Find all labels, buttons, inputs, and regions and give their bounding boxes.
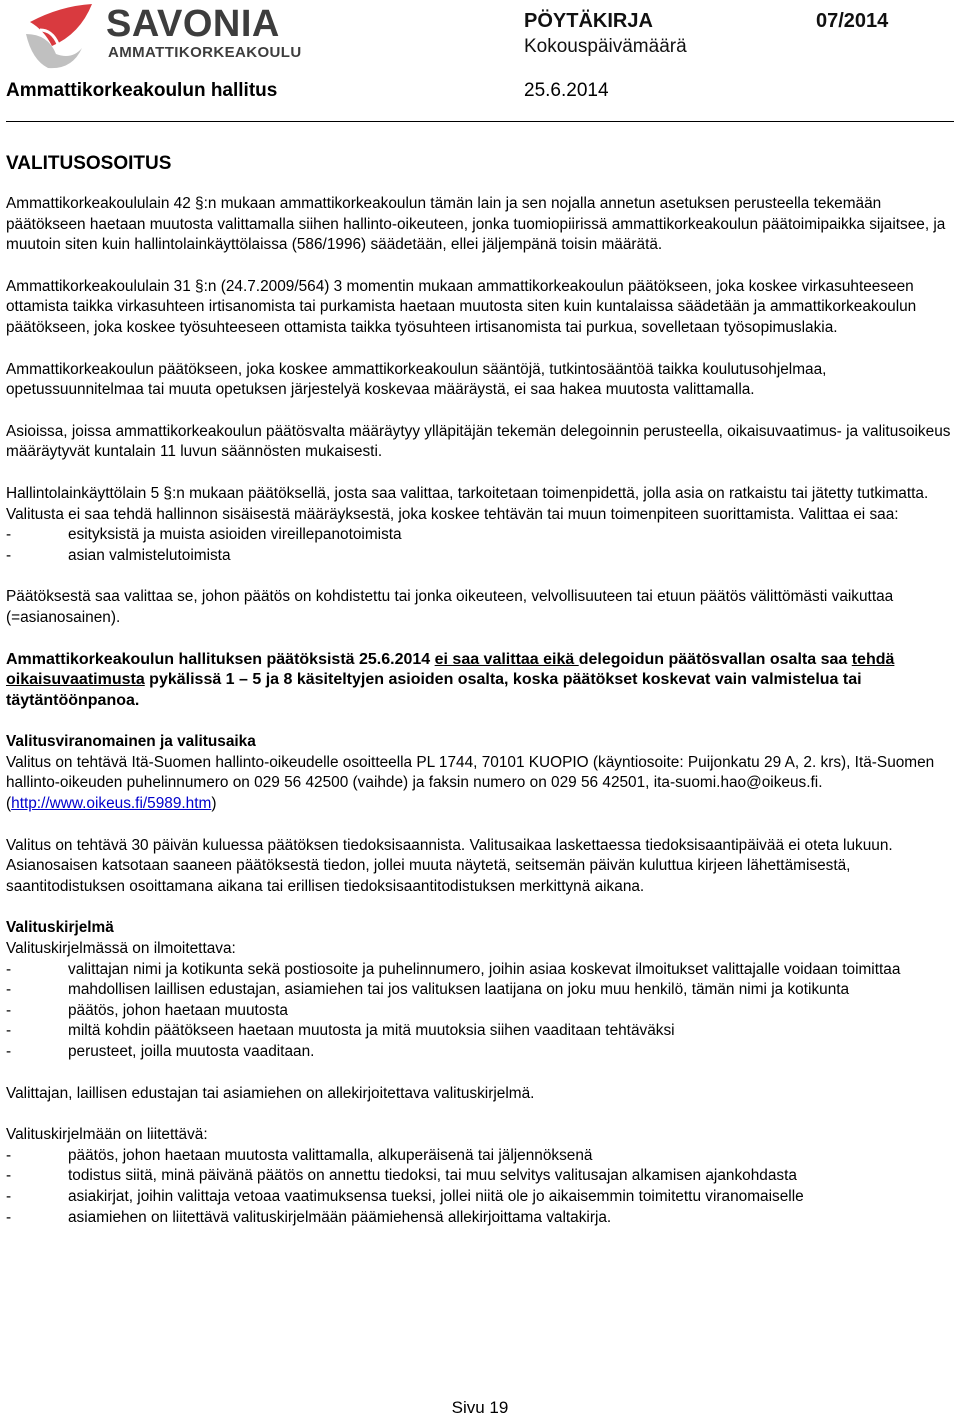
document-body	[6, 152, 956, 1249]
list-item: - päätös, johon haetaan muutosta	[6, 1001, 288, 1019]
paragraph-must-state: Valituskirjelmässä on ilmoitettava:	[6, 940, 236, 958]
exclusion-list	[6, 525, 956, 566]
savonia-emblem-icon	[22, 0, 98, 72]
list-item: - asiakirjat, joihin valittaja vetoaa vaatimuksensa tueksi, jollei niitä ole jo aikaisemmin toimitettu viranomaiselle	[6, 1187, 804, 1205]
list-item: - päätös, johon haetaan muutosta valittamalla, alkuperäisenä tai jäljennöksenä	[6, 1146, 593, 1164]
list-item: - esityksistä ja muista asioiden vireillepanotoimista	[6, 526, 402, 544]
paragraph-admin-law-5: Hallintolainkäyttölain 5 §:n mukaan päätöksellä, josta saa valittaa, tarkoitetaan toimenpidettä, jolla asia on ratkaistu tai jätetty tutkimatta. Valitusta ei saa tehdä hallinnon sisäisestä määräyksestä, joka koskee tehtävän tai muun toimenpiteen suorittamista. Valittaa ei saa:	[6, 484, 929, 523]
logo-subtitle: AMMATTIKORKEAKOULU	[108, 44, 302, 61]
meeting-date-label: Kokouspäivämäärä	[524, 36, 687, 57]
paragraph-law-42: Ammattikorkeakoululain 42 §:n mukaan ammattikorkeakoulun tämän lain ja sen nojalla annetun asetuksen perusteella tekemään päätökseen haetaan muutosta valittamalla siihen hallinto-oikeuteen, jonka tuomiopiirissä ammattikorkeakoulun päätoimipaikka sijaitsee, ja muutoin siten kuin hallintolainkäyttölaissa (586/1996) säädetään, ellei jäljempänä toisin määrätä.	[6, 195, 946, 254]
list-item: - valittajan nimi ja kotikunta sekä postiosoite ja puhelinnumero, joihin asiaa koskevat ilmoitukset valittajalle voidaan toimittaa	[6, 960, 901, 978]
paragraph-authority: Valitus on tehtävä Itä-Suomen hallinto-oikeudelle osoitteella PL 1744, 70101 KUOPIO (käyntiosoite: Puijonkatu 29 A, 2. krs), Itä-Suomen hallinto-oikeuden puhelinnumero on 029 56 42500 (vaihde) ja faksin numero on 029 56 42501, ita-suomi.hao@oikeus.fi. (http://www.oikeus.fi/5989.htm)	[6, 753, 935, 813]
oikeus-link[interactable]: http://www.oikeus.fi/5989.htm	[11, 795, 212, 813]
board-name: Ammattikorkeakoulun hallitus	[6, 80, 278, 101]
paragraph-party: Päätöksestä saa valittaa se, johon päätös on kohdistettu tai jonka oikeuteen, velvollisuuteen tai etuun päätös välittömästi vaikuttaa (=asianosainen).	[6, 588, 894, 626]
paragraph-attachments: Valituskirjelmään on liitettävä:	[6, 1126, 208, 1144]
list-item: - mahdollisen laillisen edustajan, asiamiehen tai jos valituksen laatijana on joku muu henkilö, tämän nimi ja kotikunta	[6, 981, 850, 999]
meeting-date: 25.6.2014	[524, 80, 609, 101]
savonia-logo	[22, 0, 302, 72]
decision-statement: Ammattikorkeakoulun hallituksen päätöksistä 25.6.2014 ei saa valittaa eikä delegoidun päätösvallan osalta saa tehdä oikaisuvaatimusta pykälissä 1 – 5 ja 8 käsiteltyjen asioiden osalta, koska päätökset koskevat vain valmistelua tai täytäntöönpanoa.	[6, 650, 895, 709]
paragraph-law-31: Ammattikorkeakoululain 31 §:n (24.7.2009/564) 3 momentin mukaan ammattikorkeakoulun päätökseen, joka koskee virkasuhteeseen ottamista taikka virkasuhteen irtisanomista tai purkamista haetaan muutosta siten kuin kuntalaissa säädetään ja ammattikorkeakoulun päätökseen, joka koskee työsuhteeseen ottamista taikka työsuhteen irtisanomista tai purkua, sovelletaan työsopimuslakia.	[6, 277, 917, 336]
attachments-list	[6, 1146, 956, 1228]
list-item: - asiamiehen on liitettävä valituskirjelmään päämiehensä allekirjoittama valtakirja.	[6, 1208, 612, 1226]
paragraph-deadline: Valitus on tehtävä 30 päivän kuluessa päätöksen tiedoksisaannista. Valitusaikaa laskettaessa tiedoksisaantipäivää ei oteta lukuun. Asianosaisen katsotaan saaneen päätöksestä tiedon, jollei muuta näytetä, seitsemän päivän kuluttua kirjeen lähettämisestä, saantitodistuksen osoittamana aikana tai erillisen tiedoksisaantitodistuksen merkittynä aikana.	[6, 836, 893, 895]
document-type: PÖYTÄKIRJA	[524, 10, 653, 32]
heading-authority: Valitusviranomainen ja valitusaika	[6, 733, 256, 751]
paragraph-delegation: Asioissa, joissa ammattikorkeakoulun päätösvalta määräytyy ylläpitäjän tekemän delegoinnin perusteella, oikaisuvaatimus- ja valitusoikeus määräytyvät kuntalain 11 luvun säännösten mukaisesti.	[6, 422, 951, 461]
paragraph-signature: Valittajan, laillisen edustajan tai asiamiehen on allekirjoitettava valituskirjelmä.	[6, 1084, 535, 1102]
list-item: - miltä kohdin päätökseen haetaan muutosta ja mitä muutoksia siihen vaaditaan tehtäväksi	[6, 1022, 675, 1040]
document-number: 07/2014	[816, 10, 889, 32]
must-state-list	[6, 960, 956, 1063]
page-title: VALITUSOSOITUS	[6, 153, 172, 174]
paragraph-no-appeal-rules: Ammattikorkeakoulun päätökseen, joka koskee ammattikorkeakoulun sääntöjä, tutkintosääntöä taikka koulutusohjelmaa, opetussuunnitelmaa tai muuta opetuksen järjestelyä koskevaa määräystä, ei saa hakea muutosta valittamalla.	[6, 360, 827, 399]
list-item: - perusteet, joilla muutosta vaaditaan.	[6, 1043, 315, 1060]
logo-wordmark: SAVONIA	[106, 3, 280, 45]
header-divider	[6, 121, 954, 122]
list-item: - asian valmistelutoimista	[6, 546, 231, 564]
heading-appeal-document: Valituskirjelmä	[6, 919, 114, 937]
list-item: - todistus siitä, minä päivänä päätös on annettu tiedoksi, tai muu selvitys valitusajan alkamisen ajankohdasta	[6, 1167, 797, 1185]
page-number: Sivu 19	[451, 1398, 509, 1417]
